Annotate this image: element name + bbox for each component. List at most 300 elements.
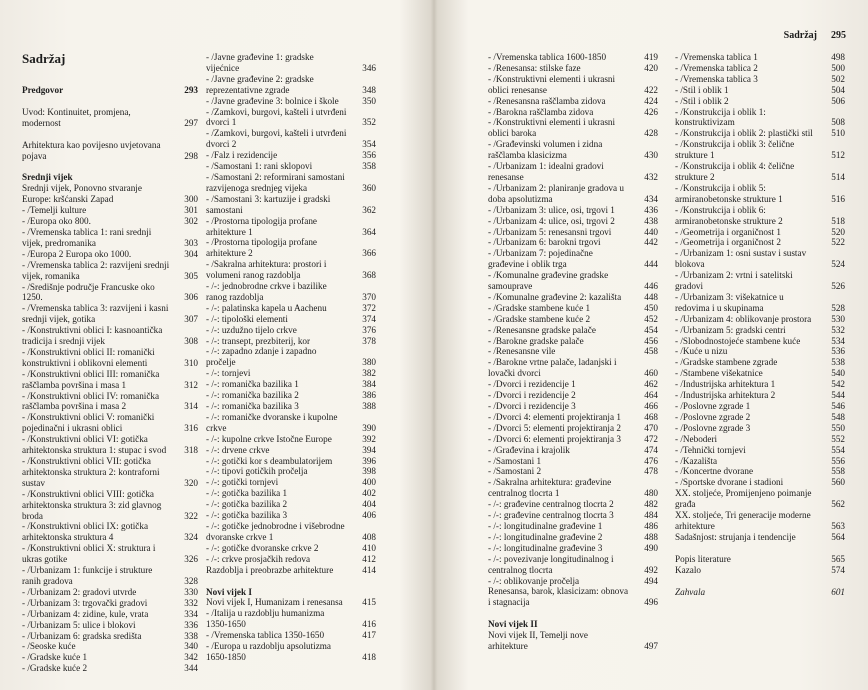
toc-entry-title: - /Geometrija i organičnost 2: [675, 237, 781, 248]
toc-entry-title: - /Poslovne zgrade 2: [675, 411, 751, 422]
toc-page-number: 392: [362, 433, 376, 444]
toc-entry: [488, 237, 658, 248]
toc-page-number: 432: [644, 171, 658, 182]
toc-entry: [488, 183, 658, 205]
toc-page-number: 528: [831, 302, 845, 313]
toc-entry-title: - /Urbanizam 3: višekatnice u redovima i u skupinama: [675, 291, 784, 313]
toc-entry: [22, 489, 198, 522]
toc-page-number: 310: [184, 357, 198, 368]
toc-entry-title: - /Italija u razdoblju humanizma 1350-1650: [206, 608, 325, 630]
toc-column-4: [675, 52, 845, 598]
toc-entry-title: - /Vremenska tablica 1350-1650: [206, 630, 325, 641]
toc-entry-title: - /-: gotička bazilika 3: [206, 510, 288, 521]
toc-page-number: 526: [831, 281, 845, 292]
toc-page-number: 293: [184, 84, 198, 95]
toc-entry-title: - /-: povezivanje longitudinalnog i centralnog tlocrta: [488, 553, 614, 575]
toc-page-number: 516: [831, 193, 845, 204]
toc-page-number: 306: [184, 292, 198, 303]
toc-page-number: 322: [184, 510, 198, 521]
toc-entry: [488, 325, 658, 336]
toc-entry: [488, 52, 658, 63]
toc-entry: [675, 423, 845, 434]
toc-page-number: 462: [644, 379, 658, 390]
toc-entry-title: - /Javne građevine 2: gradske reprezentativne zgrade: [206, 73, 314, 95]
toc-entry: [206, 150, 376, 161]
toc-entry: [675, 205, 845, 227]
toc-page-number: 488: [644, 531, 658, 542]
toc-page-number: 356: [362, 150, 376, 161]
toc-entry: [22, 631, 198, 642]
toc-entry: [206, 499, 376, 510]
toc-entry-title: - /Industrijska arhitektura 2: [675, 390, 776, 401]
toc-entry-title: - /Gradske kuće 1: [22, 652, 88, 663]
toc-entry-title: - /Urbanizam 1: osni sustav i sustav blokova: [675, 248, 807, 270]
toc-page-number: 424: [644, 95, 658, 106]
toc-page-number: 419: [644, 52, 658, 62]
toc-entry-title: Predgovor: [22, 84, 64, 95]
toc-entry: [675, 183, 845, 205]
toc-page-number: 420: [644, 62, 658, 73]
toc-entry: [206, 434, 376, 445]
toc-entry: [488, 586, 658, 608]
toc-entry-title: - /Slobodnostojeće stambene kuće: [675, 335, 801, 346]
toc-entry: [206, 96, 376, 107]
toc-entry: [22, 347, 198, 369]
toc-entry-title: - /Prostorna tipologija profane arhitekture 1: [206, 215, 317, 237]
toc-page-number: 418: [362, 651, 376, 662]
toc-entry-title: - /Konstrukcija i oblik 1: konstruktivizam: [675, 106, 766, 128]
toc-entry-title: Srednji vijek: [22, 172, 73, 183]
toc-page-number: 346: [362, 62, 376, 73]
toc-entry-title: - /Konstrukcija i oblik 4: čelične strukture 2: [675, 161, 795, 182]
toc-page-number: 482: [644, 499, 658, 510]
toc-entry: [22, 249, 198, 260]
toc-entry-title: - /-: longitudinalne građevine 1: [488, 520, 603, 531]
toc-entry-title: - /-: tipološki elementi: [206, 313, 288, 324]
toc-page-number: 452: [644, 313, 658, 324]
toc-entry-title: - /-: građevine centralnog tlocrta 2: [488, 499, 614, 510]
toc-entry: [206, 346, 376, 368]
toc-entry: [206, 216, 376, 238]
toc-entry: [675, 401, 845, 412]
toc-entry-title: - /Urbanizam 6: barokni trgovi: [488, 237, 601, 248]
toc-entry: [206, 379, 376, 390]
toc-entry-title: - /Konstruktivni oblici III: romanička raščlamba površina i masa 1: [22, 368, 160, 390]
toc-page-number: 334: [184, 608, 198, 619]
toc-entry-title: - /Komunalne građevine 2: kazališta: [488, 291, 622, 302]
toc-entry-title: - /Barokna raščlamba zidova: [488, 106, 594, 117]
toc-entry: [206, 237, 376, 259]
toc-page-number: 540: [831, 368, 845, 379]
toc-entry: [206, 466, 376, 477]
toc-entry-title: - /-: gotički kor s deambulatorijem: [206, 455, 333, 466]
toc-page-number: 562: [831, 499, 845, 510]
toc-page-number: 307: [184, 314, 198, 325]
toc-entry-title: - /-: građevine centralnog tlocrta 3: [488, 510, 614, 521]
running-head-title: Sadržaj: [783, 30, 817, 41]
toc-page-number: 464: [644, 390, 658, 401]
toc-entry-title: - /-: palatinska kapela u Aachenu: [206, 302, 327, 313]
toc-entry-title: - /Urbanizam 4: ulice, osi, trgovi 2: [488, 215, 615, 226]
toc-page-number: 502: [831, 73, 845, 84]
toc-page-number: 312: [184, 379, 198, 390]
toc-page-number: 446: [644, 281, 658, 292]
toc-entry: [675, 412, 845, 423]
toc-page-number: 454: [644, 324, 658, 335]
toc-page-number: 546: [831, 401, 845, 411]
toc-entry: [206, 194, 376, 216]
toc-page-number: 298: [184, 150, 198, 161]
toc-entry-title: - /Urbanizam 6: gradska središta: [22, 630, 142, 641]
toc-entry-title: XX. stoljeće, Tri generacije moderne arhitekture: [675, 510, 811, 531]
toc-page-number: 304: [184, 248, 198, 259]
toc-entry: [675, 85, 845, 96]
toc-page-number: 302: [184, 216, 198, 227]
toc-list-1: [22, 85, 198, 674]
toc-entry-title: - /Renesansna raščlamba zidova: [488, 95, 606, 106]
toc-entry-title: - /Europa u razdoblju apsolutizma 1650-1850: [206, 641, 332, 662]
toc-page-number: 548: [831, 411, 845, 422]
toc-entry: [206, 172, 376, 194]
toc-entry-title: - /Vremenska tablica 1600-1850: [488, 52, 607, 62]
toc-entry: [22, 565, 198, 587]
running-head: [770, 30, 846, 41]
toc-entry: [206, 259, 376, 281]
toc-entry: [22, 227, 198, 249]
toc-column-1: [22, 52, 198, 674]
toc-page-number: 320: [184, 477, 198, 488]
toc-entry: [488, 434, 658, 445]
toc-entry: [488, 521, 658, 532]
toc-entry-title: - /Europa oko 800.: [22, 216, 91, 227]
toc-entry: [22, 521, 198, 543]
toc-page-number: 448: [644, 291, 658, 302]
toc-page-number: 300: [184, 194, 198, 205]
toc-spacer: [206, 576, 376, 587]
toc-entry: [675, 128, 845, 139]
toc-entry: [206, 554, 376, 565]
toc-entry: [206, 336, 376, 347]
toc-entry: [206, 128, 376, 150]
toc-entry: [675, 510, 845, 532]
toc-page-number: 414: [362, 564, 376, 575]
toc-page-number: 324: [184, 532, 198, 543]
toc-page-number: 402: [362, 488, 376, 499]
toc-entry-title: Zahvala: [675, 586, 706, 597]
toc-page-number: 520: [831, 226, 845, 237]
toc-entry: [22, 663, 198, 674]
toc-entry-title: Kazalo: [675, 564, 702, 575]
toc-page-number: 440: [644, 226, 658, 237]
toc-entry: [675, 434, 845, 445]
toc-entry-title: - /Urbanizam 7: pojedinačne građevine i oblik trga: [488, 248, 593, 270]
toc-entry-title: - /Stambene višekatnice: [675, 368, 763, 379]
toc-entry: [488, 205, 658, 216]
toc-spacer: [675, 576, 845, 587]
toc-entry-title: - /Konstruktivni elementi i ukrasni oblici baroka: [488, 117, 616, 139]
toc-page-number: 484: [644, 510, 658, 521]
toc-entry-title: - /-: crkve prosjačkih redova: [206, 553, 311, 564]
toc-entry: [488, 466, 658, 477]
toc-entry: [206, 325, 376, 336]
toc-entry: [675, 532, 845, 543]
toc-entry: [488, 336, 658, 347]
toc-entry: [206, 74, 376, 96]
toc-page-number: 376: [362, 324, 376, 335]
toc-page-number: 486: [644, 520, 658, 531]
toc-entry-title: - /-: gotička bazilika 2: [206, 499, 288, 510]
toc-entry-title: - /Europa 2 Europa oko 1000.: [22, 248, 132, 259]
toc-entry-title: - /Konstruktivni elementi i ukrasni oblici renesanse: [488, 73, 616, 95]
toc-entry-title: - /-: transept, prezbiterij, kor: [206, 335, 311, 346]
toc-entry: [22, 598, 198, 609]
toc-entry: [488, 379, 658, 390]
toc-entry: [675, 139, 845, 161]
toc-page-number: 396: [362, 455, 376, 466]
toc-entry: [675, 477, 845, 488]
toc-entry: [675, 466, 845, 477]
toc-entry: [22, 543, 198, 565]
toc-entry-title: - /Koncertne dvorane: [675, 466, 754, 477]
toc-entry-title: Novi vijek I, Humanizam i renesansa: [206, 597, 343, 608]
toc-entry: [22, 216, 198, 227]
toc-page-number: 303: [184, 237, 198, 248]
toc-entry-title: - /Vremenska tablica 2: [675, 62, 758, 73]
toc-entry: [22, 587, 198, 598]
toc-page-number: 565: [831, 553, 845, 564]
toc-page-number: 506: [831, 95, 845, 106]
toc-entry: [675, 554, 845, 565]
toc-page-number: 354: [362, 139, 376, 150]
toc-page-number: 558: [831, 466, 845, 477]
toc-entry-title: - /Stil i oblik 2: [675, 95, 729, 106]
toc-entry: [488, 303, 658, 314]
toc-entry: [675, 346, 845, 357]
toc-page-number: 478: [644, 466, 658, 477]
toc-entry-title: - /Samostani 2: [488, 466, 542, 477]
toc-entry-title: - /-: longitudinalne građevine 2: [488, 531, 603, 542]
toc-page-number: 360: [362, 182, 376, 193]
toc-page-number: 372: [362, 302, 376, 313]
toc-entry-title: - /-: gotičke jednobrodne i višebrodne dvoranske crkve 1: [206, 520, 345, 542]
toc-page-number: 362: [362, 204, 376, 215]
toc-entry-title: Renesansa, barok, klasicizam: obnova i stagnacija: [488, 586, 629, 608]
toc-page-number: 316: [184, 423, 198, 434]
toc-page-number: 400: [362, 477, 376, 488]
toc-page-number: 438: [644, 215, 658, 226]
toc-entry-title: - /-: kupolne crkve Istočne Europe: [206, 433, 332, 444]
toc-entry: [675, 488, 845, 510]
toc-entry: [488, 423, 658, 434]
toc-entry: [488, 357, 658, 379]
toc-entry: [675, 379, 845, 390]
toc-entry: [22, 303, 198, 325]
toc-entry-title: - /-: zapadno zdanje i zapadno pročelje: [206, 346, 317, 368]
toc-page-number: 514: [831, 171, 845, 182]
toc-entry-title: - /Dvorci 6: elementi projektiranja 3: [488, 433, 621, 444]
toc-entry-title: - /Falz i rezidencije: [206, 150, 278, 161]
toc-page-number: 550: [831, 422, 845, 433]
toc-page-number: 560: [831, 477, 845, 488]
toc-entry: [22, 107, 198, 129]
toc-page-number: 456: [644, 335, 658, 346]
toc-page-number: 390: [362, 422, 376, 433]
toc-entry-title: - /Vremenska tablica 1: rani srednji vijek, predromanika: [22, 226, 152, 248]
toc-entry-title: - /Konstruktivni oblici VII: gotička arhitektonska struktura 2: kontraforni sustav: [22, 456, 160, 488]
toc-entry: [488, 270, 658, 292]
toc-spacer: [488, 608, 658, 619]
toc-entry-title: - /Građevinski volumen i zidna raščlamba klasicizma: [488, 139, 603, 161]
toc-entry: [22, 260, 198, 282]
toc-page-number: 496: [644, 597, 658, 608]
toc-entry-title: Srednji vijek, Ponovno stvaranje Europe: kršćanski Zapad: [22, 183, 142, 205]
toc-entry-title: - /-: romanička bazilika 3: [206, 401, 299, 411]
toc-entry: [675, 336, 845, 347]
toc-entry: [488, 139, 658, 161]
toc-entry-title: - /Konstrukcija i oblik 5: armiranobetonske strukture 1: [675, 182, 783, 204]
toc-entry: [488, 346, 658, 357]
toc-page-number: 426: [644, 106, 658, 117]
toc-entry: [488, 390, 658, 401]
toc-page-number: 417: [362, 630, 376, 641]
toc-entry-title: - /Gradske stambene kuće 2: [488, 313, 591, 324]
toc-list-3: [488, 52, 658, 652]
toc-page-number: 518: [831, 215, 845, 226]
toc-page-number: 472: [644, 433, 658, 444]
toc-page-number: 342: [184, 652, 198, 663]
toc-page-number: 534: [831, 335, 845, 346]
toc-entry-title: Novi vijek II: [488, 619, 538, 630]
toc-entry: [488, 576, 658, 587]
toc-entry: [488, 532, 658, 543]
toc-entry: [675, 390, 845, 401]
toc-entry-title: - /Samostani 1: rani sklopovi: [206, 161, 313, 172]
toc-entry-title: - /Sakralna arhitektura: građevine centralnog tlocrta 1: [488, 477, 612, 499]
toc-entry-title: - /Konstruktivni oblici II: romanički konstruktivni i oblikovni elementi: [22, 346, 155, 368]
toc-entry-title: - /Građevina i krajolik: [488, 444, 570, 455]
toc-page-number: 474: [644, 444, 658, 455]
toc-entry: [488, 227, 658, 238]
toc-entry-title: - /-: uzdužno tijelo crkve: [206, 324, 297, 335]
toc-page-number: 364: [362, 226, 376, 237]
toc-entry: [675, 237, 845, 248]
toc-page-number: 494: [644, 575, 658, 586]
toc-entry-title: - /Prostorna tipologija profane arhitekture 2: [206, 237, 317, 259]
toc-entry: [488, 107, 658, 118]
toc-entry-title: - /Konstrukcija i oblik 3: čelične strukture 1: [675, 139, 795, 161]
toc-page-number: 476: [644, 455, 658, 466]
toc-page-number: 536: [831, 346, 845, 357]
toc-entry-title: - /Sakralna arhitektura: prostori i volumeni ranog razdoblja: [206, 259, 327, 281]
toc-entry: [675, 587, 845, 598]
toc-page-number: 466: [644, 401, 658, 411]
toc-entry-title: - /Gradske kuće 2: [22, 663, 88, 674]
toc-entry-title: - /Gradske stambene zgrade: [675, 357, 778, 368]
toc-entry-title: - /Javne građevine 1: gradske vijećnice: [206, 52, 314, 73]
toc-page-number: 442: [644, 237, 658, 248]
toc-page-number: 524: [831, 259, 845, 270]
toc-entry: [488, 117, 658, 139]
toc-entry-title: - /Neboderi: [675, 433, 718, 444]
toc-title: Sadržaj: [22, 51, 66, 66]
toc-page-number: 380: [362, 357, 376, 368]
toc-entry-title: - /-: romaničke dvoranske i kupolne crkve: [206, 411, 338, 433]
toc-entry: [206, 161, 376, 172]
toc-page-number: 430: [644, 150, 658, 161]
toc-entry-title: - /-: gotičke dvoranske crkve 2: [206, 542, 319, 553]
toc-page-number: 297: [184, 117, 198, 128]
toc-page-number: 366: [362, 248, 376, 259]
toc-entry: [206, 597, 376, 608]
toc-entry-title: Novi vijek II, Temelji nove arhitekture: [488, 630, 588, 652]
toc-page-number: 410: [362, 542, 376, 553]
toc-entry: [675, 325, 845, 336]
toc-page-number: 338: [184, 630, 198, 641]
toc-entry-title: - /-: romanička bazilika 2: [206, 390, 299, 401]
toc-entry: [206, 510, 376, 521]
toc-entry: [22, 456, 198, 489]
toc-entry: [206, 52, 376, 74]
toc-entry-title: - /Samostani 1: [488, 455, 542, 466]
toc-page-number: 326: [184, 554, 198, 565]
toc-entry-title: - /Sportske dvorane i stadioni: [675, 477, 784, 488]
toc-entry-title: - /-: tipovi gotičkih pročelja: [206, 466, 308, 477]
toc-entry-title: - /Urbanizam 1: idealni gradovi renesanse: [488, 161, 604, 182]
toc-page-number: 382: [362, 368, 376, 379]
toc-entry-title: - /Seoske kuće: [22, 641, 76, 652]
toc-entry: [675, 445, 845, 456]
toc-entry-title: - /Barokne vrtne palače, ladanjski i lovački dvorci: [488, 357, 617, 379]
toc-entry-title: - /Urbanizam 3: trgovački gradovi: [22, 597, 148, 608]
toc-entry-title: Popis literature: [675, 553, 731, 564]
toc-page-number: 532: [831, 324, 845, 335]
toc-entry-title: - /Urbanizam 2: planiranje gradova u doba apsolutizma: [488, 182, 624, 204]
toc-entry-title: - /Konstruktivni oblici X: struktura i ukras gotike: [22, 543, 156, 565]
toc-entry-title: - /Urbanizam 3: ulice, osi, trgovi 1: [488, 204, 615, 215]
toc-entry-title: - /Javne građevine 3: bolnice i škole: [206, 95, 339, 106]
toc-entry-title: - /Središnje područje Francuske oko 1250.: [22, 281, 155, 303]
toc-entry: [488, 477, 658, 499]
toc-page-number: 563: [831, 520, 845, 531]
toc-entry: [488, 96, 658, 107]
toc-entry: [206, 445, 376, 456]
toc-page-number: 512: [831, 150, 845, 161]
toc-entry-title: - /Urbanizam 5: gradski centri: [675, 324, 786, 335]
toc-page-number: 492: [644, 564, 658, 575]
toc-entry-title: - /Konstrukcija i oblik 2: plastički stil: [675, 128, 813, 139]
toc-page-number: 404: [362, 499, 376, 510]
toc-page-number: 460: [644, 368, 658, 379]
toc-entry-title: - /-: jednobrodne crkve i bazilike ranog razdoblja: [206, 281, 327, 302]
toc-page-number: 308: [184, 336, 198, 347]
toc-entry-title: - /Stil i oblik 1: [675, 84, 729, 95]
toc-page-number: 508: [831, 117, 845, 128]
toc-entry-title: - /Renesansa: stilske faze: [488, 62, 581, 73]
toc-entry-title: - /Poslovne zgrade 1: [675, 401, 751, 411]
toc-entry-title: - /-: gotička bazilika 1: [206, 488, 288, 499]
toc-entry-title: - /Vremenska tablica 1: [675, 52, 758, 62]
toc-entry: [22, 205, 198, 216]
toc-page-number: 352: [362, 117, 376, 128]
toc-page-number: 458: [644, 346, 658, 357]
toc-entry-title: - /Konstruktivni oblici V: romanički pojedinačni i ukrasni oblici: [22, 412, 155, 434]
toc-page-number: 340: [184, 641, 198, 652]
toc-page-number: 386: [362, 390, 376, 401]
toc-entry: [488, 401, 658, 412]
toc-page-number: 305: [184, 270, 198, 281]
toc-entry: [488, 456, 658, 467]
toc-entry-title: - /Zamkovi, burgovi, kašteli i utvrđeni dvorci 1: [206, 106, 347, 128]
